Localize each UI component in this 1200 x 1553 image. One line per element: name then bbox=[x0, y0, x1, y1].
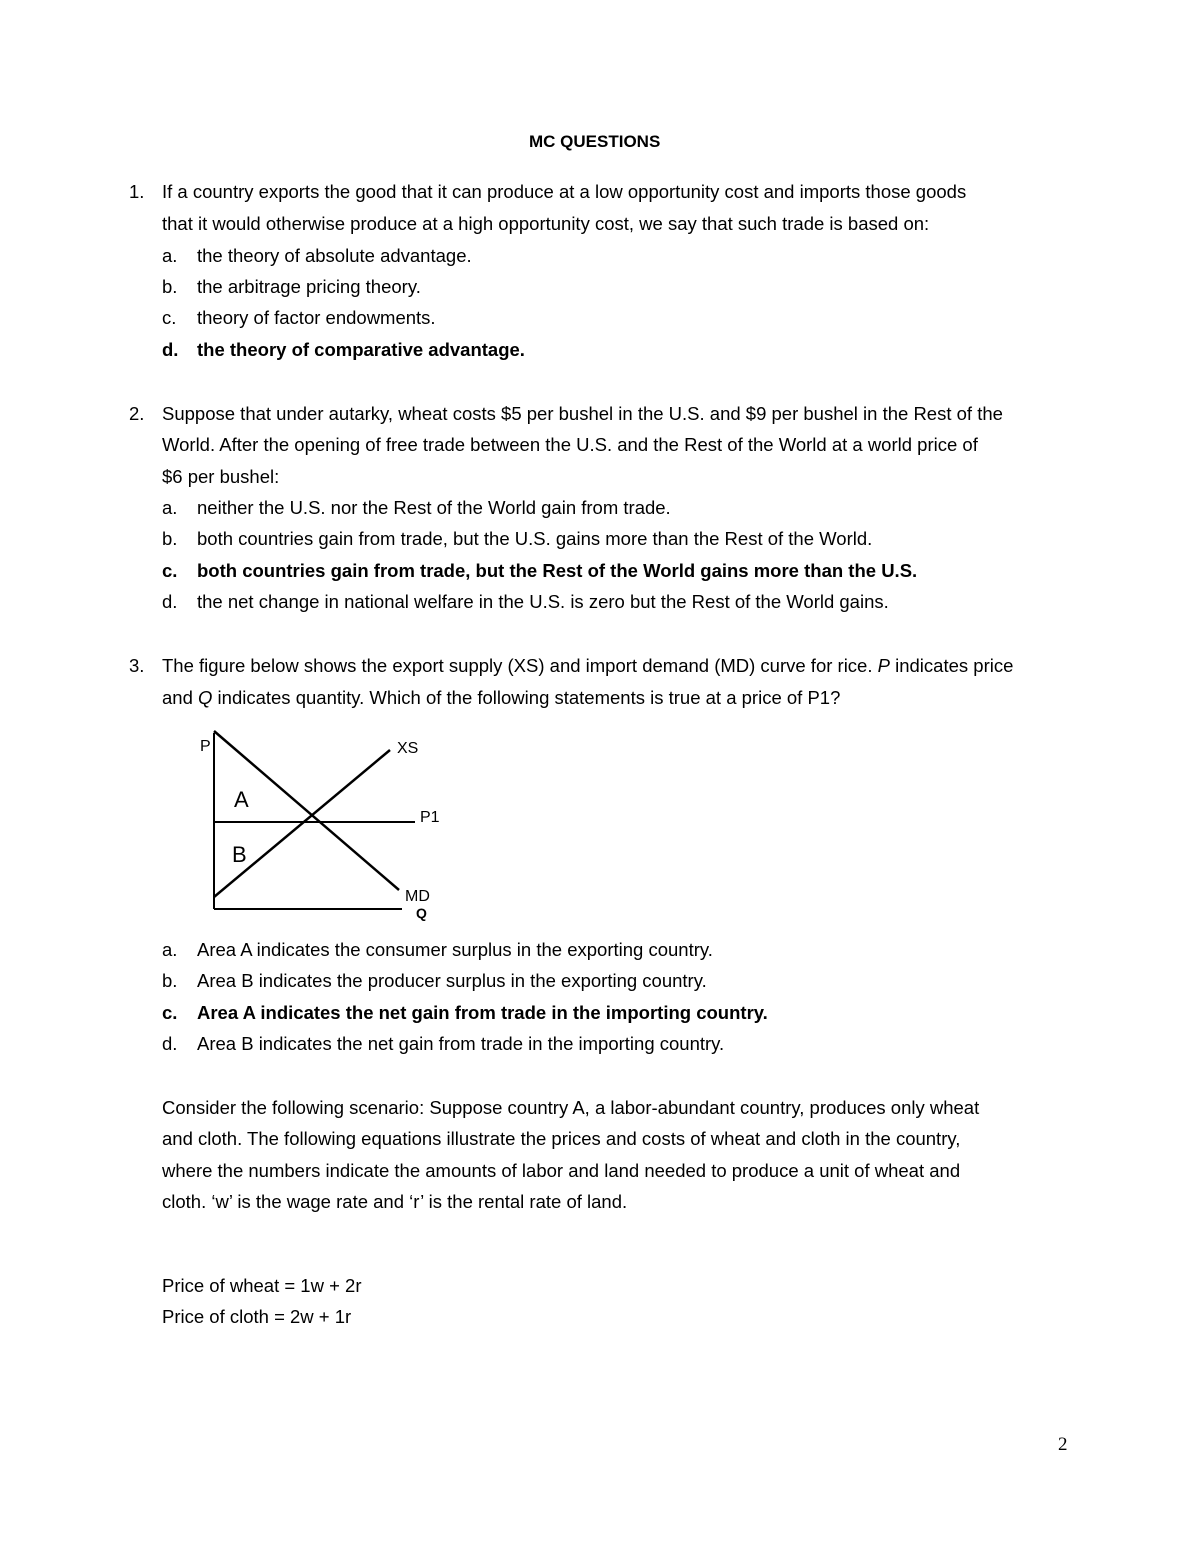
option-letter: b. bbox=[162, 276, 178, 297]
question-text-line bbox=[162, 654, 1013, 678]
option-text: the net change in national welfare in the U.S. is zero but the Rest of the World gains. bbox=[197, 591, 889, 612]
option-text: Area A indicates the consumer surplus in the exporting country. bbox=[197, 939, 713, 960]
option-letter-correct: d. bbox=[162, 339, 179, 360]
option-letter: b. bbox=[162, 970, 178, 991]
option-text-correct: both countries gain from trade, but the Rest of the World gains more than the U.S. bbox=[197, 560, 918, 581]
price-label-p1: P1 bbox=[420, 809, 440, 826]
question-text-part: indicates price bbox=[889, 655, 1014, 676]
option-text: the theory of absolute advantage. bbox=[197, 245, 472, 266]
supply-demand-diagram bbox=[190, 725, 450, 925]
question-number: 1. bbox=[129, 181, 145, 202]
question-text-line: that it would otherwise produce at a high opportunity cost, we say that such trade is based on: bbox=[162, 213, 930, 234]
option-letter: d. bbox=[162, 1033, 178, 1054]
scenario-text-line: Consider the following scenario: Suppose country A, a labor-abundant country, produces only wheat bbox=[162, 1097, 980, 1118]
question-number: 3. bbox=[129, 655, 145, 676]
axis-label-p: P bbox=[200, 738, 211, 755]
scenario-text-line: and cloth. The following equations illustrate the prices and costs of wheat and cloth in the country, bbox=[162, 1128, 961, 1149]
scenario-text-line: cloth. ‘w’ is the wage rate and ‘r’ is the rental rate of land. bbox=[162, 1191, 628, 1212]
question-text-line: Suppose that under autarky, wheat costs $5 per bushel in the U.S. and $9 per bushel in the Rest of the bbox=[162, 403, 1003, 424]
option-letter: a. bbox=[162, 939, 178, 960]
option-letter: d. bbox=[162, 591, 178, 612]
question-text-line: $6 per bushel: bbox=[162, 466, 280, 487]
question-text-line: If a country exports the good that it can produce at a low opportunity cost and imports those goods bbox=[162, 181, 967, 202]
equation-wheat: Price of wheat = 1w + 2r bbox=[162, 1275, 362, 1296]
scenario-text-line: where the numbers indicate the amounts of labor and land needed to produce a unit of wheat and bbox=[162, 1160, 961, 1181]
question-number: 2. bbox=[129, 403, 145, 424]
area-label-a: A bbox=[234, 787, 249, 812]
page-title: MC QUESTIONS bbox=[529, 132, 661, 151]
option-text-correct: Area A indicates the net gain from trade in the importing country. bbox=[197, 1002, 768, 1023]
equation-cloth: Price of cloth = 2w + 1r bbox=[162, 1306, 352, 1327]
curve-label-md: MD bbox=[405, 888, 430, 905]
option-letter: b. bbox=[162, 528, 178, 549]
option-letter: c. bbox=[162, 307, 177, 328]
option-text: the arbitrage pricing theory. bbox=[197, 276, 421, 297]
option-text: Area B indicates the producer surplus in the exporting country. bbox=[197, 970, 707, 991]
page-number: 2 bbox=[1058, 1434, 1068, 1455]
option-text: Area B indicates the net gain from trade in the importing country. bbox=[197, 1033, 725, 1054]
question-text-part: indicates quantity. Which of the following statements is true at a price of P1? bbox=[212, 687, 841, 708]
question-text-line bbox=[162, 686, 840, 710]
area-label-b: B bbox=[232, 842, 247, 867]
question-text-line: World. After the opening of free trade between the U.S. and the Rest of the World at a world price of bbox=[162, 434, 978, 455]
question-text-part: and bbox=[162, 687, 199, 708]
question-text-italic: P bbox=[877, 655, 890, 676]
option-letter-correct: c. bbox=[162, 560, 178, 581]
curve-label-xs: XS bbox=[397, 740, 419, 757]
option-letter: a. bbox=[162, 245, 178, 266]
option-text-correct: the theory of comparative advantage. bbox=[197, 339, 525, 360]
option-letter: a. bbox=[162, 497, 178, 518]
option-text: theory of factor endowments. bbox=[197, 307, 436, 328]
option-text: neither the U.S. nor the Rest of the World gain from trade. bbox=[197, 497, 671, 518]
axis-label-q: Q bbox=[416, 905, 427, 921]
option-text: both countries gain from trade, but the U.S. gains more than the Rest of the World. bbox=[197, 528, 873, 549]
question-text-italic: Q bbox=[198, 687, 213, 708]
question-text-part: The figure below shows the export supply (XS) and import demand (MD) curve for rice. bbox=[162, 655, 878, 676]
option-letter-correct: c. bbox=[162, 1002, 178, 1023]
xs-curve bbox=[214, 750, 390, 897]
